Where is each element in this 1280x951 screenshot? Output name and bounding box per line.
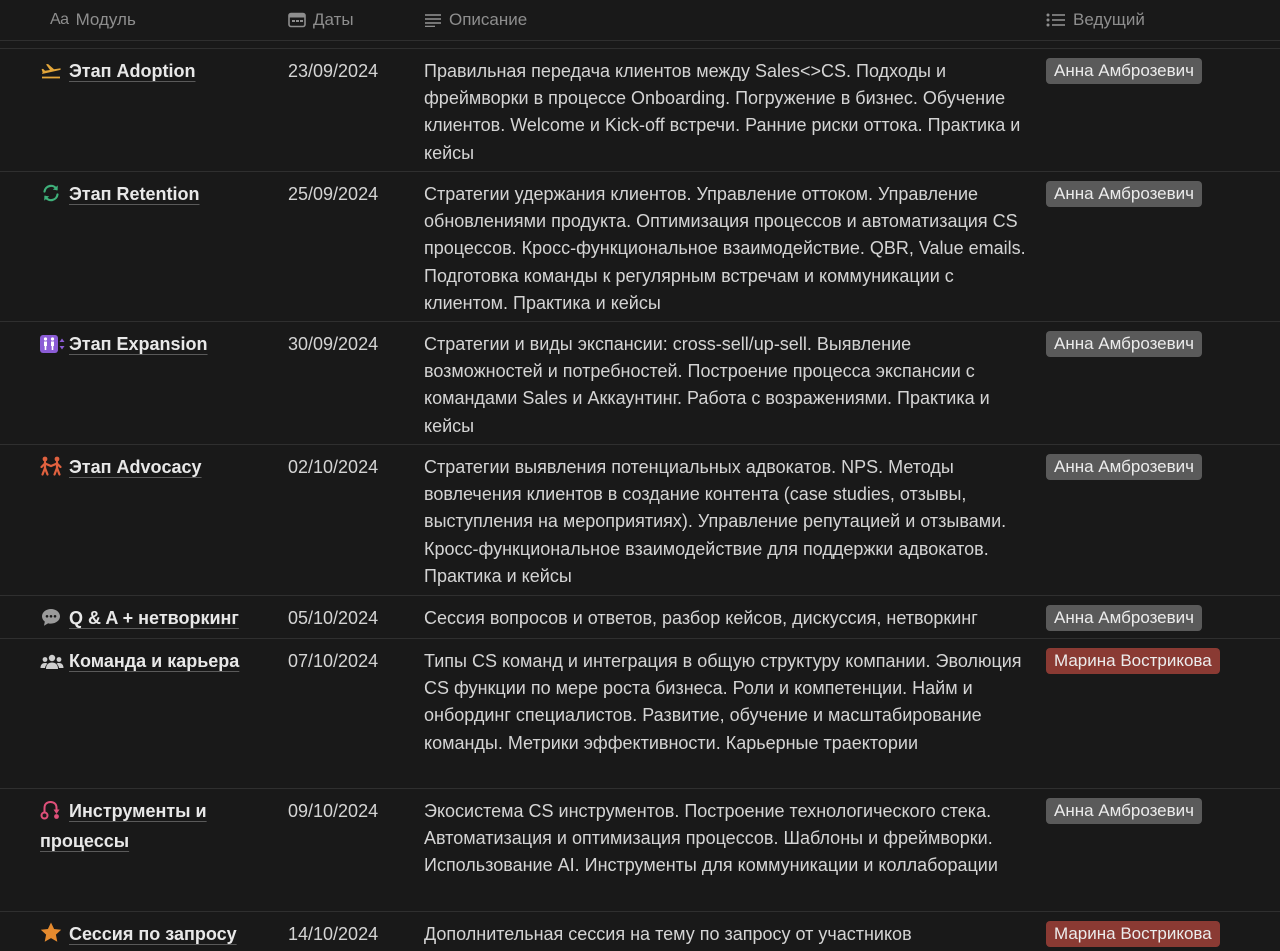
table-row[interactable] <box>0 49 1280 172</box>
table-row[interactable] <box>0 596 1280 639</box>
lead-tag[interactable]: Анна Амброзевич <box>1046 181 1202 207</box>
speech-bubble-icon <box>40 608 62 635</box>
column-header-dates[interactable] <box>288 0 354 40</box>
description-cell[interactable]: Экосистема CS инструментов. Построение технологического стека. Автоматизация и оптимизация процессов. Шаблоны и фреймворки. Использование AI. Инструменты для коммуникации и коллаборации <box>424 801 998 876</box>
module-name-cell[interactable] <box>40 331 240 361</box>
column-header-module[interactable] <box>50 0 136 40</box>
column-header-description[interactable] <box>424 0 527 40</box>
people-holding-hands-icon <box>40 456 62 484</box>
lead-cell[interactable] <box>1046 921 1220 947</box>
description-cell[interactable]: Стратегии и виды экспансии: cross-sell/up-sell. Выявление возможностей и потребностей. Построение процесса экспансии с командами Sales и Аккаунтинг. Работа с возражениями. Практика и кейсы <box>424 334 990 436</box>
column-header-module-label: Модуль <box>75 10 136 29</box>
module-name[interactable]: Этап Expansion <box>69 334 208 354</box>
table-row[interactable] <box>0 912 1280 951</box>
description-cell[interactable]: Стратегии удержания клиентов. Управление оттоком. Управление обновлениями продукта. Оптимизация процессов и автоматизация CS процессов. Кросс-функциональное взаимодействие. QBR, Value emails. Подготовка команды к регулярным встречам и коммуникации с клиентом. Практика и кейсы <box>424 184 1026 313</box>
table-row[interactable] <box>0 445 1280 596</box>
date-cell[interactable]: 14/10/2024 <box>288 924 379 944</box>
lead-cell[interactable] <box>1046 648 1220 674</box>
elevator-icon <box>40 334 62 361</box>
lead-cell[interactable] <box>1046 605 1202 631</box>
description-cell[interactable]: Стратегии выявления потенциальных адвокатов. NPS. Методы вовлечения клиентов в создание контента (case studies, отзывы, выступления на мероприятиях). Управление репутацией и отзывами. Кросс-функциональное взаимодействие для поддержки адвокатов. Практика и кейсы <box>424 457 1007 586</box>
module-name-cell[interactable] <box>40 921 270 951</box>
team-icon <box>40 651 62 678</box>
description-cell[interactable]: Правильная передача клиентов между Sales<>CS. Подходы и фреймворки в процессе Onboarding. Погружение в бизнес. Обучение клиентов. Welcome и Kick-off встречи. Ранние риски оттока. Практика и кейсы <box>424 61 1021 163</box>
module-name-cell[interactable] <box>40 454 240 484</box>
description-cell[interactable]: Типы CS команд и интеграция в общую структуру компании. Эволюция CS функции по мере роста бизнеса. Роли и компетенции. Найм и онбординг специалистов. Развитие, обучение и масштабирование команды. Метрики эффективности. Карьерные траектории <box>424 651 1022 753</box>
table-header <box>0 0 1280 41</box>
module-name-cell[interactable] <box>40 648 270 678</box>
column-header-lead-label: Ведущий <box>1073 10 1145 29</box>
refresh-icon <box>40 183 62 211</box>
module-name[interactable]: Команда и карьера <box>69 651 240 671</box>
date-cell[interactable]: 05/10/2024 <box>288 608 379 628</box>
lead-tag[interactable]: Анна Амброзевич <box>1046 331 1202 357</box>
route-icon <box>40 800 62 828</box>
table-row[interactable] <box>0 172 1280 322</box>
date-cell[interactable]: 09/10/2024 <box>288 801 379 821</box>
lead-cell[interactable] <box>1046 454 1202 480</box>
table-row[interactable] <box>0 322 1280 445</box>
text-type-icon: Aa <box>50 11 69 28</box>
date-cell[interactable]: 30/09/2024 <box>288 334 379 354</box>
star-icon <box>40 922 62 951</box>
date-cell[interactable]: 25/09/2024 <box>288 184 379 204</box>
module-name-cell[interactable] <box>40 181 240 211</box>
lead-tag[interactable]: Анна Амброзевич <box>1046 605 1202 631</box>
module-name[interactable]: Этап Adoption <box>69 61 196 81</box>
date-cell[interactable]: 02/10/2024 <box>288 457 379 477</box>
module-name-cell[interactable] <box>40 605 270 635</box>
module-name[interactable]: Сессия по запросу <box>69 924 237 944</box>
airplane-icon <box>40 61 62 88</box>
lead-tag[interactable]: Марина Вострикова <box>1046 921 1220 947</box>
column-header-lead[interactable] <box>1046 0 1145 40</box>
module-name[interactable]: Инструменты и процессы <box>40 801 207 851</box>
lead-tag[interactable]: Анна Амброзевич <box>1046 58 1202 84</box>
description-cell[interactable]: Сессия вопросов и ответов, разбор кейсов, дискуссия, нетворкинг <box>424 608 978 628</box>
lead-cell[interactable] <box>1046 58 1202 84</box>
date-cell[interactable]: 23/09/2024 <box>288 61 379 81</box>
column-header-description-label: Описание <box>449 10 528 29</box>
lead-cell[interactable] <box>1046 798 1202 824</box>
lead-tag[interactable]: Анна Амброзевич <box>1046 454 1202 480</box>
module-name[interactable]: Этап Advocacy <box>69 457 202 477</box>
module-name[interactable]: Этап Retention <box>69 184 200 204</box>
module-name-cell[interactable] <box>40 58 240 88</box>
date-cell[interactable]: 07/10/2024 <box>288 651 379 671</box>
module-name-cell[interactable] <box>40 798 240 855</box>
description-cell[interactable]: Дополнительная сессия на тему по запросу от участников <box>424 924 912 944</box>
lead-tag[interactable]: Марина Вострикова <box>1046 648 1220 674</box>
table-row[interactable] <box>0 789 1280 912</box>
column-header-dates-label: Даты <box>313 10 354 29</box>
table-row[interactable] <box>0 639 1280 789</box>
lead-tag[interactable]: Анна Амброзевич <box>1046 798 1202 824</box>
lead-cell[interactable] <box>1046 331 1202 357</box>
list-icon <box>1046 13 1066 27</box>
calendar-icon <box>288 12 306 28</box>
text-lines-icon <box>424 13 442 27</box>
lead-cell[interactable] <box>1046 181 1202 207</box>
module-name[interactable]: Q & A + нетворкинг <box>69 608 239 628</box>
